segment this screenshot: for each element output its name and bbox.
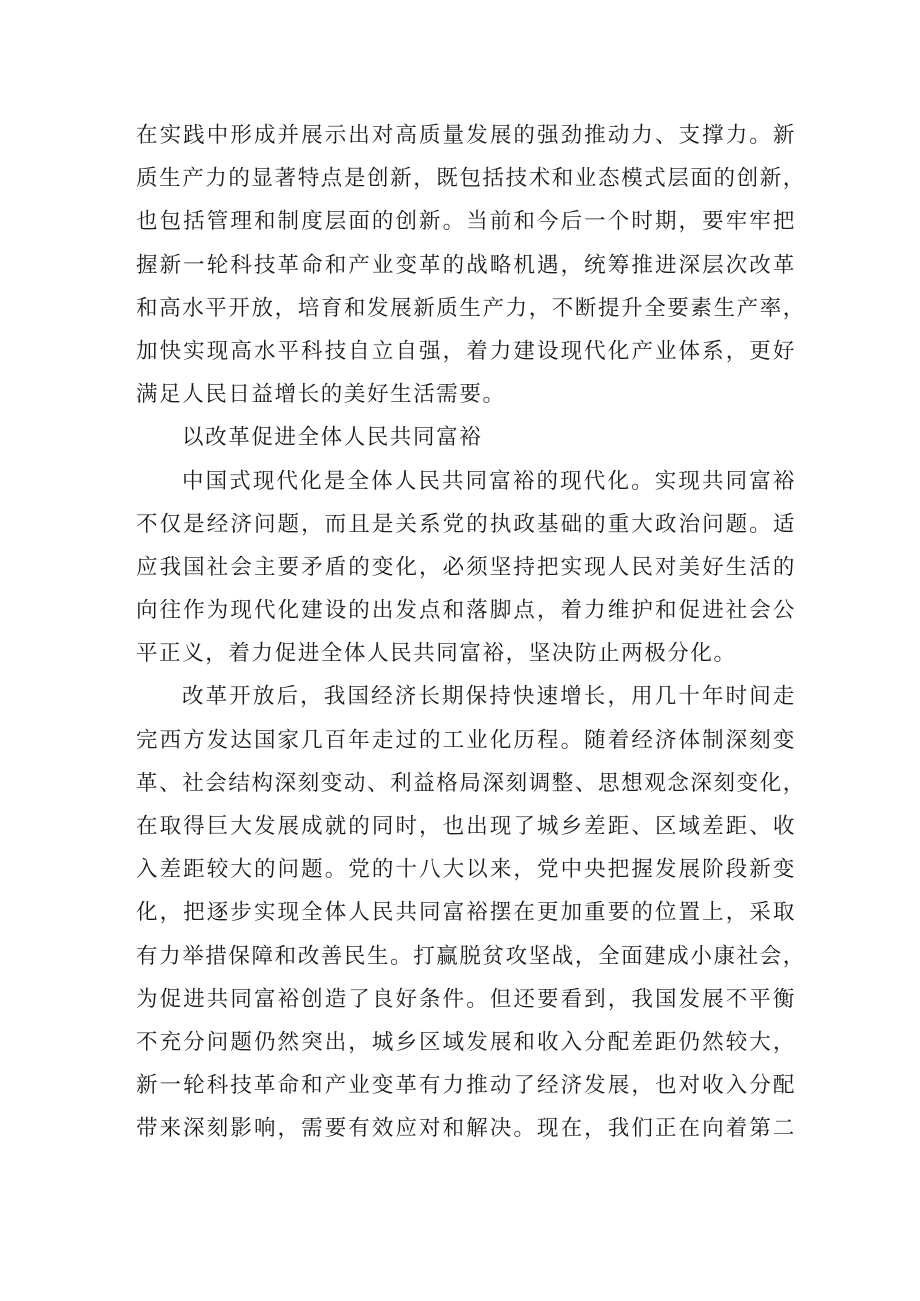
body-line: 完西方发达国家几百年走过的工业化历程。随着经济体制深刻变 xyxy=(136,727,796,753)
body-line: 改革开放后，我国经济长期保持快速增长，用几十年时间走 xyxy=(182,684,796,710)
body-line: 满足人民日益增长的美好生活需要。 xyxy=(136,382,506,408)
body-line: 向往作为现代化建设的出发点和落脚点，着力维护和促进社会公 xyxy=(136,598,796,624)
body-line: 也包括管理和制度层面的创新。当前和今后一个时期，要牢牢把 xyxy=(136,209,796,235)
body-line: 化，把逐步实现全体人民共同富裕摆在更加重要的位置上，采取 xyxy=(136,900,796,926)
body-line: 平正义，着力促进全体人民共同富裕，坚决防止两极分化。 xyxy=(136,641,737,667)
body-line: 在取得巨大发展成就的同时，也出现了城乡差距、区域差距、收 xyxy=(136,814,796,839)
body-line: 加快实现高水平科技自立自强，着力建设现代化产业体系，更好 xyxy=(136,338,796,364)
body-line: 革、社会结构深刻变动、利益格局深刻调整、思想观念深刻变化， xyxy=(136,770,806,796)
body-line: 带来深刻影响，需要有效应对和解决。现在，我们正在向着第二 xyxy=(136,1116,796,1142)
body-line: 应我国社会主要矛盾的变化，必须坚持把实现人民对美好生活的 xyxy=(136,554,796,580)
body-line: 中国式现代化是全体人民共同富裕的现代化。实现共同富裕 xyxy=(182,468,796,494)
body-line: 为促进共同富裕创造了良好条件。但还要看到，我国发展不平衡 xyxy=(136,986,796,1012)
body-line: 握新一轮科技革命和产业变革的战略机遇，统筹推进深层次改革 xyxy=(136,252,796,278)
body-line: 不充分问题仍然突出，城乡区域发展和收入分配差距仍然较大， xyxy=(136,1029,796,1055)
body-line: 不仅是经济问题，而且是关系党的执政基础的重大政治问题。适 xyxy=(136,511,796,537)
body-line: 有力举措保障和改善民生。打赢脱贫攻坚战，全面建成小康社会， xyxy=(136,943,806,969)
body-line: 和高水平开放，培育和发展新质生产力，不断提升全要素生产率， xyxy=(136,295,806,321)
body-line: 入差距较大的问题。党的十八大以来，党中央把握发展阶段新变 xyxy=(136,857,796,883)
body-line: 在实践中形成并展示出对高质量发展的强劲推动力、支撑力。新 xyxy=(136,123,796,148)
body-line: 新一轮科技革命和产业变革有力推动了经济发展，也对收入分配 xyxy=(136,1073,796,1099)
document-body xyxy=(136,114,806,1151)
section-heading: 以改革促进全体人民共同富裕 xyxy=(182,425,483,451)
body-line: 质生产力的显著特点是创新，既包括技术和业态模式层面的创新， xyxy=(136,166,806,192)
